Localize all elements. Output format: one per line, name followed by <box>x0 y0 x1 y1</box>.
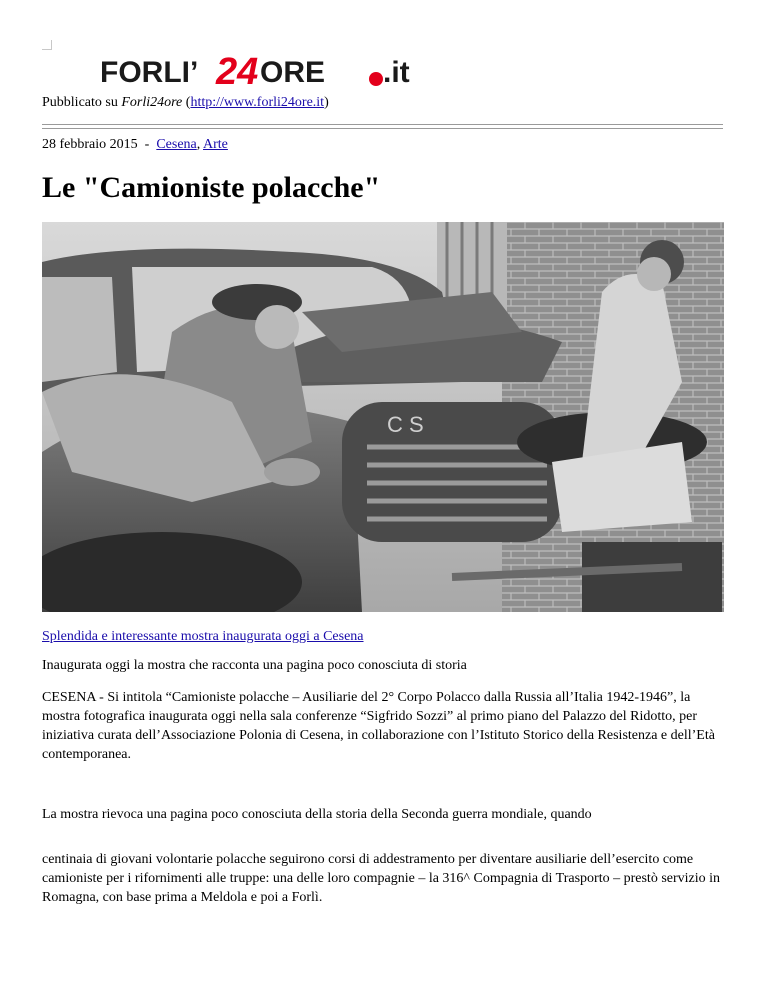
forli24ore-logo <box>100 50 430 90</box>
category-link-cesena[interactable]: Cesena <box>156 137 197 152</box>
published-line <box>42 94 329 112</box>
logo-forli: FORLI’ <box>100 56 199 89</box>
logo-ore: ORE <box>260 56 326 89</box>
logo-24: 24 <box>216 51 259 90</box>
article-body-paragraph: CESENA - Si intitola “Camioniste polacche – Ausiliarie del 2° Corpo Polacco dalla Russia all’Italia 1942-1946”, la mostra fotografica inaugurata oggi nella sala conferenze “Sigfrido Sozzi” al primo piano del Palazzo del Ridotto, per iniziativa curata dell’Associazione Polonia di Cesena, in collaborazione con l’Istituto Storico della Resistenza e dell’Età contemporanea. <box>42 690 715 762</box>
site-name: Forli24ore <box>121 95 183 110</box>
article-body-paragraph: La mostra rievoca una pagina poco conosciuta della storia della Seconda guerra mondiale, quando <box>42 807 592 822</box>
article-title: Le "Camioniste polacche" <box>42 171 381 204</box>
meta-separator: - <box>144 137 150 152</box>
header-divider <box>42 124 723 129</box>
close-paren: ) <box>324 95 329 110</box>
logo-dot-icon <box>369 72 383 86</box>
svg-text:C S: C S <box>387 412 424 437</box>
published-prefix: Pubblicato su <box>42 95 122 110</box>
logo-it: .it <box>383 56 410 89</box>
article-lead: Inaugurata oggi la mostra che racconta una pagina poco conosciuta di storia <box>42 658 467 673</box>
category-link-arte[interactable]: Arte <box>203 137 228 152</box>
article-body-paragraph: centinaia di giovani volontarie polacche seguirono corsi di addestramento per diventare ausiliarie dell’esercito come camioniste per i rifornimenti alle truppe: una delle loro compagnie – la 316^ Compagnia di Trasporto – prestò servizio in Romagna, con base prima a Meldola e poi a Forlì. <box>42 852 721 905</box>
corner-mark <box>42 40 52 50</box>
site-url-link[interactable]: http://www.forli24ore.it <box>190 95 325 110</box>
article-photo <box>42 222 724 612</box>
subtitle-link[interactable]: Splendida e interessante mostra inaugurata oggi a Cesena <box>42 629 364 644</box>
article-date: 28 febbraio 2015 <box>42 137 138 152</box>
open-paren: ( <box>182 95 191 110</box>
article-meta: 28 febbraio 2015 - Cesena, Arte <box>42 137 228 152</box>
